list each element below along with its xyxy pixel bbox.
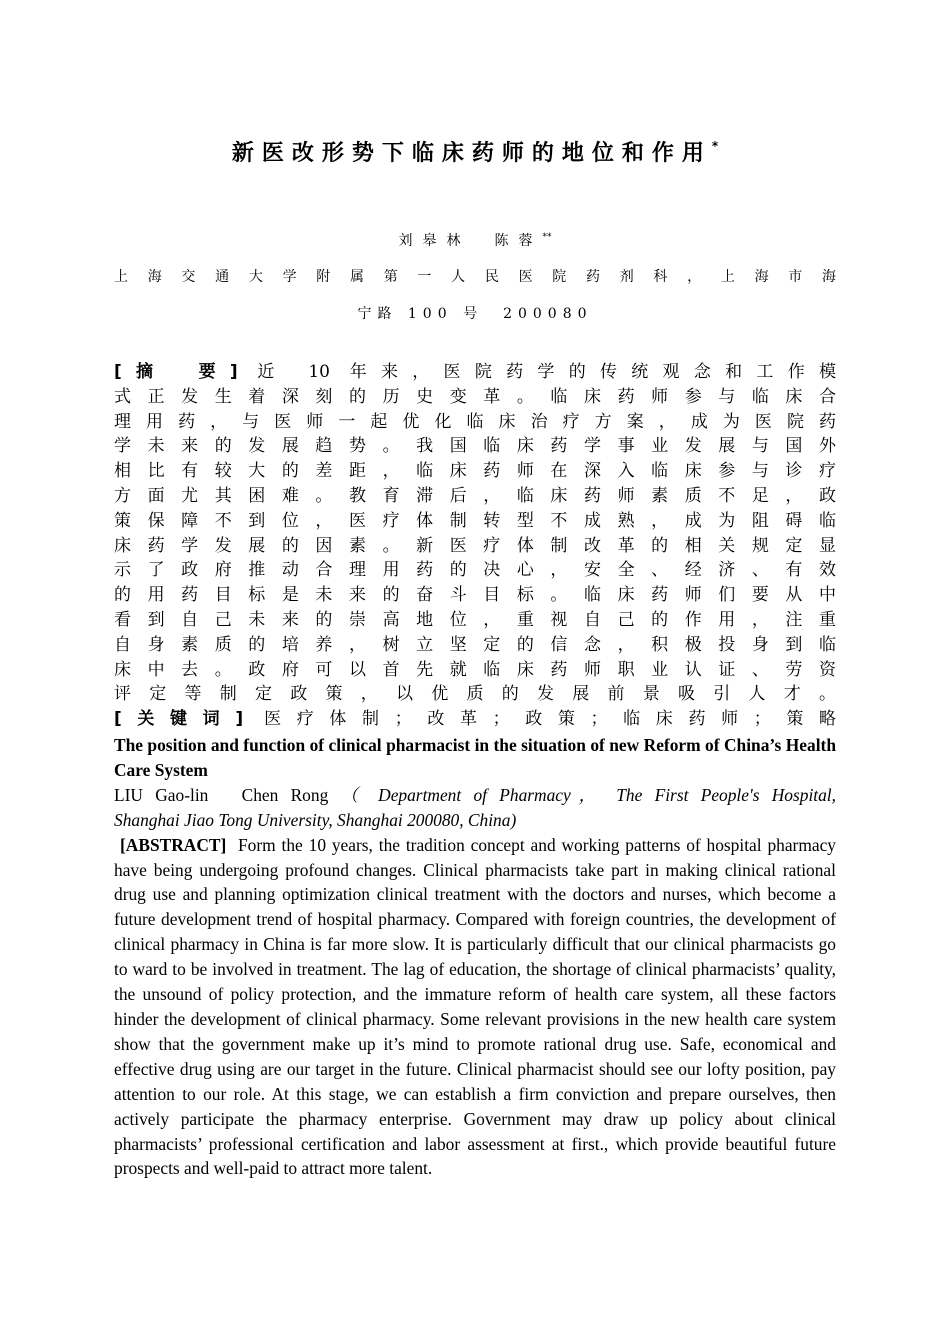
english-abstract — [114, 833, 836, 1182]
affiliation-line-2: 宁路 100 号 200080 — [357, 306, 593, 322]
cn-abstract-label: [摘 要] — [114, 362, 238, 382]
cn-abstract-line: 方面尤其困难。教育滞后，临床药师素质不足，政 — [114, 485, 836, 506]
cn-abstract-line: 的用药目标是未来的奋斗目标。临床药师们要从中 — [114, 585, 836, 606]
english-author-line — [114, 783, 836, 808]
cn-abstract-line: 看到自己未来的崇高地位，重视自己的作用，注重 — [114, 609, 836, 630]
cn-keywords-line — [114, 707, 836, 732]
author-line — [114, 230, 836, 250]
english-title: The position and function of clinical pharmacist in the situation of new Reform of China’s Health Care System — [114, 735, 836, 780]
cn-abstract-line: 床药学发展的因素。新医疗体制改革的相关规定显 — [114, 535, 836, 556]
paper-title — [114, 136, 836, 167]
cn-abstract-line: [摘 要] 近 10 年来，医院药学的传统观念和工作模 — [114, 362, 836, 382]
english-abstract-text: Form the 10 years, the tradition concept and working patterns of hospital pharmacy have being undergoing profound changes. Clinical pharmacists take part in making clinical rational drug use and planning optimization clinical treatment with the doctors and nurses, which become a future development trend of hospital pharmacy. Compared with foreign countries, the development of clinical pharmacy in China is far more slow. It is particularly difficult that our clinical pharmacists go to ward to be involved in treatment. The lag of education, the shortage of clinical pharmacists’ quality, the unsound of policy protection, and the immature reform of health care system, all these factors hinder the development of clinical pharmacy. Some relevant provisions in the new health care system show that the government make up it’s mind to promote rational drug use. Safe, economical and effective drug using are our target in the future. Clinical pharmacist should see our lofty position, pay attention to our role. At this stage, we can establish a firm conviction and prepare ourselves, then actively participate the pharmacy enterprise. Government may draw up policy about clinical pharmacists’ professional certification and labor assessment at first., which provide beautiful future prospects and well-paid to attract more talent. — [114, 834, 836, 1179]
cn-abstract-line: 示了政府推动合理用药的决心，安全、经济、有效 — [114, 560, 836, 581]
english-abstract-block — [114, 733, 836, 1181]
cn-abstract-line: 理用药，与医师一起优化临床治疗方案，成为医院药 — [114, 411, 836, 432]
english-abstract-label: [ABSTRACT] — [120, 834, 227, 855]
cn-keywords-label: [关键词] — [114, 709, 244, 730]
cn-abstract-line: 床中去。政府可以首先就临床药师职业认证、劳资 — [114, 659, 836, 680]
cn-abstract-line: 学未来的发展趋势。我国临床药学事业发展与国外 — [114, 436, 836, 457]
english-authors: LIU Gao-lin Chen Rong — [114, 784, 329, 805]
authors-text: 刘皋林 陈蓉 — [398, 233, 543, 249]
english-affiliation-part2: Shanghai Jiao Tong University, Shanghai 200080, China) — [114, 809, 517, 830]
title-text: 新医改形势下临床药师的地位和作用 — [231, 141, 712, 166]
chinese-abstract — [114, 360, 836, 732]
author-footnote-mark: ** — [542, 232, 552, 243]
cn-abstract-line: 评定等制定政策，以优质的发展前景吸引人才。 — [114, 684, 836, 705]
cn-abstract-line: 相比有较大的差距，临床药师在深入临床参与诊疗 — [114, 461, 836, 482]
cn-abstract-line: 式正发生着深刻的历史变革。临床药师参与临床合 — [114, 386, 836, 407]
english-affiliation-part1: （ Department of Pharmacy， The First People's Hospital, — [340, 784, 836, 805]
title-footnote-mark: * — [711, 138, 719, 153]
cn-abstract-line: 自身素质的培养，树立坚定的信念，积极投身到临 — [114, 634, 836, 655]
cn-abstract-line: 策保障不到位，医疗体制转型不成熟，成为阻碍临 — [114, 510, 836, 531]
cn-keywords: 医疗体制；改革；政策；临床药师；策略 — [264, 709, 836, 730]
affiliation-line-1: 上海交通大学附属第一人民医院药剂科，上海市海 — [114, 269, 836, 285]
